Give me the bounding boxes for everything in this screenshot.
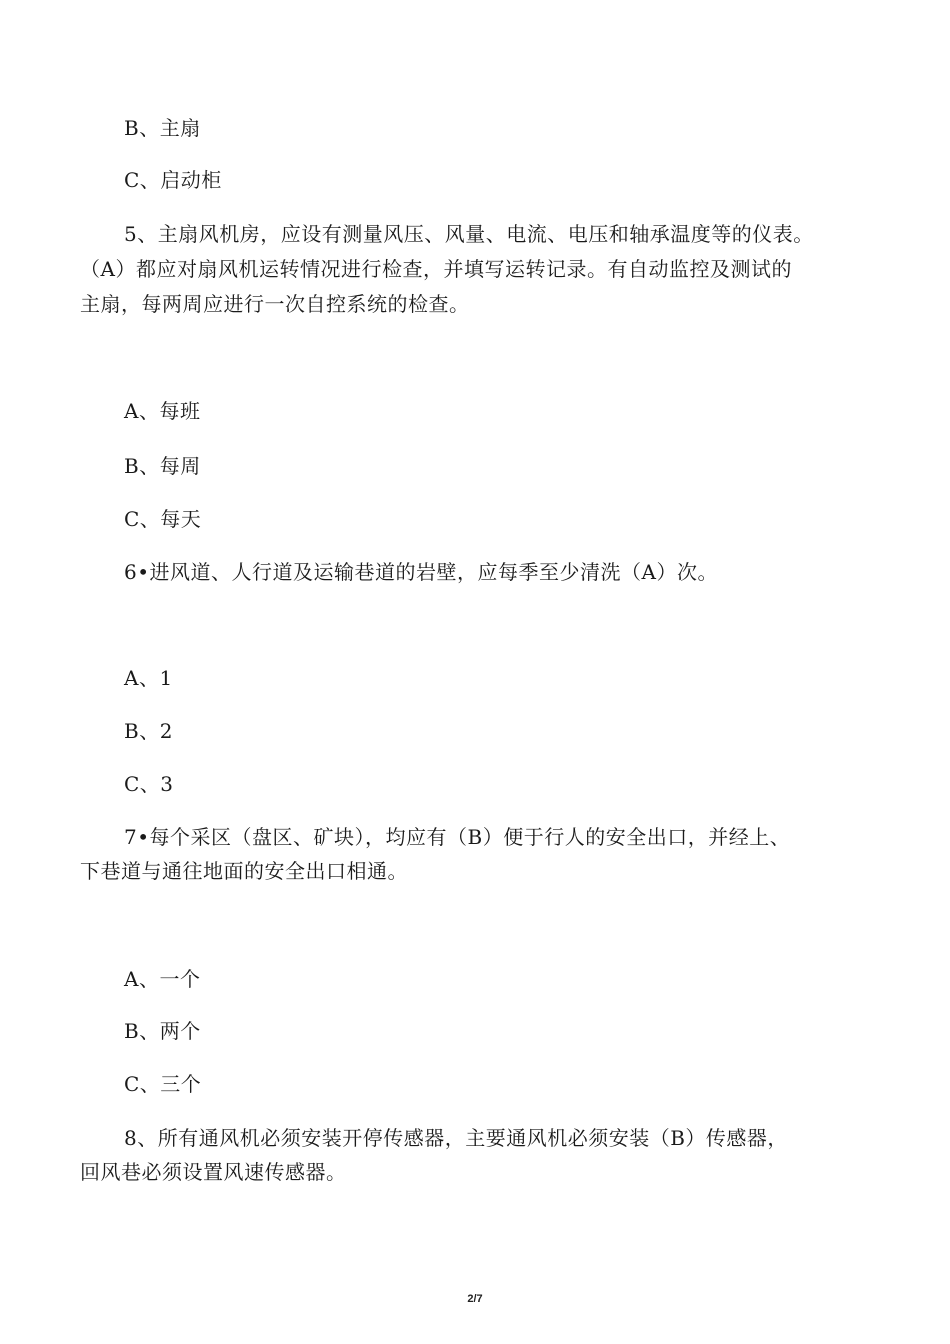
- q5-option-b: B、每周: [124, 454, 201, 478]
- q5-text-line-2: （A）都应对扇风机运转情况进行检查，并填写运转记录。有自动监控及测试的: [80, 257, 792, 281]
- q6-option-a: A、1: [124, 666, 173, 690]
- q5-text-line-1: 5、主扇风机房，应设有测量风压、风量、电流、电压和轴承温度等的仪表。: [124, 222, 814, 246]
- q6-option-b: B、2: [124, 719, 173, 743]
- q7-option-b: B、两个: [124, 1019, 201, 1043]
- q7-text-line-1: 7•每个采区（盘区、矿块），均应有（B）便于行人的安全出口，并经上、: [124, 825, 791, 849]
- page-number: 2/7: [467, 1293, 483, 1305]
- q6-option-c: C、3: [124, 772, 174, 796]
- q6-text-line-1: 6•进风道、人行道及运输巷道的岩壁，应每季至少清洗（A）次。: [124, 560, 718, 584]
- q5-option-a: A、每班: [124, 399, 201, 423]
- q4-option-c: C、启动柜: [124, 168, 222, 192]
- q8-text-line-2: 回风巷必须设置风速传感器。: [80, 1160, 347, 1184]
- q7-option-a: A、一个: [124, 967, 201, 991]
- q5-text-line-3: 主扇，每两周应进行一次自控系统的检查。: [80, 292, 470, 316]
- q8-text-line-1: 8、所有通风机必须安装开停传感器，主要通风机必须安装（B）传感器，: [124, 1126, 788, 1150]
- q4-option-b: B、主扇: [124, 116, 201, 140]
- q7-text-line-2: 下巷道与通往地面的安全出口相通。: [80, 859, 408, 883]
- q7-option-c: C、三个: [124, 1072, 202, 1096]
- q5-option-c: C、每天: [124, 507, 202, 531]
